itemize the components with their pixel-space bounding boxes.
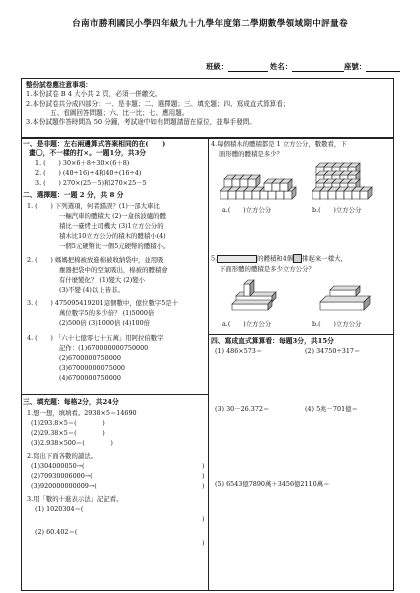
cube-figure-a	[220, 166, 308, 200]
cube-figure-b	[312, 160, 382, 200]
column-divider	[208, 138, 209, 591]
close-paren: )	[202, 472, 205, 480]
mc-question-3[interactable]: 3. ( ) 475095419201這個數中，億位數字5是十	[27, 299, 179, 307]
mc-question-2-text: 有什麼變化？ (1)變大 (2)變小	[59, 276, 146, 284]
fill-sub-2: 2.寫出下面各數的讀法。	[27, 452, 98, 460]
rod-block-icon	[217, 255, 257, 263]
q4-text: 4.每個積木的體積都是 1 立方公分，數數看，下	[211, 140, 347, 148]
close-paren: )	[202, 515, 205, 523]
close-paren: )	[202, 482, 205, 490]
fill-item[interactable]: (1)293.8×5＝( )	[31, 419, 105, 427]
tf-item[interactable]: 2. ( ) (40÷16)÷4和40÷(16÷4)	[35, 169, 142, 177]
q4-answer-b[interactable]: b.( )立方公分	[312, 206, 362, 214]
section-divider	[208, 334, 394, 335]
section-divider	[21, 394, 208, 395]
section-1-title-2: 畫〇，不一樣的打×。一題1分，共3分	[29, 149, 147, 157]
name-label: 姓名：	[270, 62, 344, 72]
rod-figure-a	[226, 276, 306, 314]
fill-sub-1: 1.想一想，填填看。2938×5＝14690	[27, 409, 137, 417]
mc-question-2[interactable]: 2. ( ) 媽媽把棉被放進棉被收納袋中，並用吸	[27, 256, 164, 264]
mc-question-4-text: (2)6700000750000	[59, 354, 121, 362]
fill-item[interactable]: (3)2.938×500＝( )	[31, 439, 113, 447]
name-blank[interactable]	[292, 63, 344, 72]
class-blank[interactable]	[228, 63, 268, 72]
seat-blank[interactable]	[366, 63, 400, 72]
notice-line: 3.本份試題作答時間為 50 分鐘，考試途中如有問題請留在原位，並舉手發問。	[26, 118, 256, 127]
mc-question-2-text: (3)不變 (4)以上皆非。	[59, 286, 124, 294]
fill-item[interactable]: (2)70930006000→(	[31, 472, 93, 480]
q5-text: 下面形體的體積是多少立方公分？	[219, 265, 315, 273]
page-title: 台南市勝利國民小學四年級九十九學年度第二學期數學領域期中評量卷	[72, 19, 348, 29]
mc-question-1-text: 一輛汽車的體積大 (2)一盒孩波爐的體	[59, 212, 166, 220]
close-paren: )	[202, 539, 205, 547]
mc-question-1-text: 一個5元硬幣比一個5元硬幣的體積小。	[59, 242, 170, 250]
mc-question-4[interactable]: 4. ( ) 「六十七億零七十五萬」用阿拉伯數字	[27, 334, 164, 342]
mc-question-1-text: 積比一臺烤土司機大 (3)1立方公分的	[59, 222, 164, 230]
q5-text: 5. 的體積和4個 排起來一樣大，	[211, 254, 347, 263]
notice-title: 整份試卷應注意事項：	[26, 81, 92, 89]
notice-line: 1.本份試卷 B 4 大小共 2 頁，必須一併繳交。	[26, 90, 162, 99]
calc-item[interactable]: (4) 5兆－701億＝	[305, 405, 358, 413]
mc-question-2-text: 塵器把袋中的空氣吸出，棉被的體積會	[59, 266, 168, 274]
calc-item[interactable]: (5) 6543億7890萬＋3456億2110萬＝	[215, 480, 330, 488]
section-3-title: 三、填充題：每格2分，共24分	[23, 398, 119, 406]
mc-question-4-text: (3)67000000075000	[59, 364, 125, 372]
unit-cube-icon	[293, 254, 302, 263]
mc-question-4-text: (4)6700000750000	[59, 374, 121, 382]
section-4-title: 四、寫成直式算算看：每題3分，共15分	[211, 337, 334, 345]
mc-question-4-text: 記作：(1)670000000750000	[59, 344, 149, 352]
rod-figure-b	[316, 276, 386, 314]
seat-label: 座號：	[344, 62, 400, 72]
fill-sub-3: 3.用「數的十進表示法」記記看。	[27, 495, 123, 503]
fill-item[interactable]: (2) 60.402＝(	[35, 528, 78, 536]
q4-text: 面形體的體積是多少？	[219, 150, 283, 158]
close-paren: )	[202, 462, 205, 470]
q5-answer-b[interactable]: b.( )立方公分	[312, 320, 362, 328]
fill-item[interactable]: (2)29.38×5＝( )	[31, 429, 105, 437]
notice-box	[21, 78, 394, 138]
mc-question-1[interactable]: 1. ( ) 下列選項，何者錯誤？(1)一部大車比	[27, 202, 160, 210]
mc-question-1-text: 積木比10立方公分的積木的體積小(4)	[59, 232, 166, 240]
section-2-title: 二、選擇題：一題 2 分，共 8 分	[23, 191, 124, 199]
notice-line: 五、看圖回答問題；六、比一比；七、應用題。	[50, 109, 189, 118]
tf-item[interactable]: 3. ( ) 270×(25－5)和270×25－5	[35, 179, 147, 187]
q4-answer-a[interactable]: a.( )立方公分	[222, 206, 272, 214]
fill-item[interactable]: (3)920000000009→(	[31, 482, 97, 490]
calc-item[interactable]: (3) 30－26.372＝	[215, 405, 270, 413]
q5-answer-a[interactable]: a.( )立方公分	[222, 320, 272, 328]
notice-line: 2.本份試卷共分成四部分：一、是非題；二、選擇題；三、填充題；四、寫成直式算算看；	[26, 99, 290, 108]
class-label: 班級：	[206, 62, 268, 72]
fill-item[interactable]: (1) 1020304＝(	[35, 505, 84, 513]
calc-item[interactable]: (2) 34750÷317＝	[305, 347, 361, 355]
mc-question-3-text: (2)500倍 (3)1000倍 (4)100倍	[59, 319, 151, 327]
mc-question-3-text: 萬位數字5的多少倍？ (1)5000倍	[59, 309, 155, 317]
calc-item[interactable]: (1) 486×573＝	[215, 347, 263, 355]
fill-item[interactable]: (1)304000050→(	[31, 462, 85, 470]
tf-item[interactable]: 1. ( ) 30×6＋8÷30×(6＋8)	[35, 159, 130, 167]
section-1-title: 一、是非題：左右兩邊算式答案相同的在( )	[23, 140, 166, 148]
